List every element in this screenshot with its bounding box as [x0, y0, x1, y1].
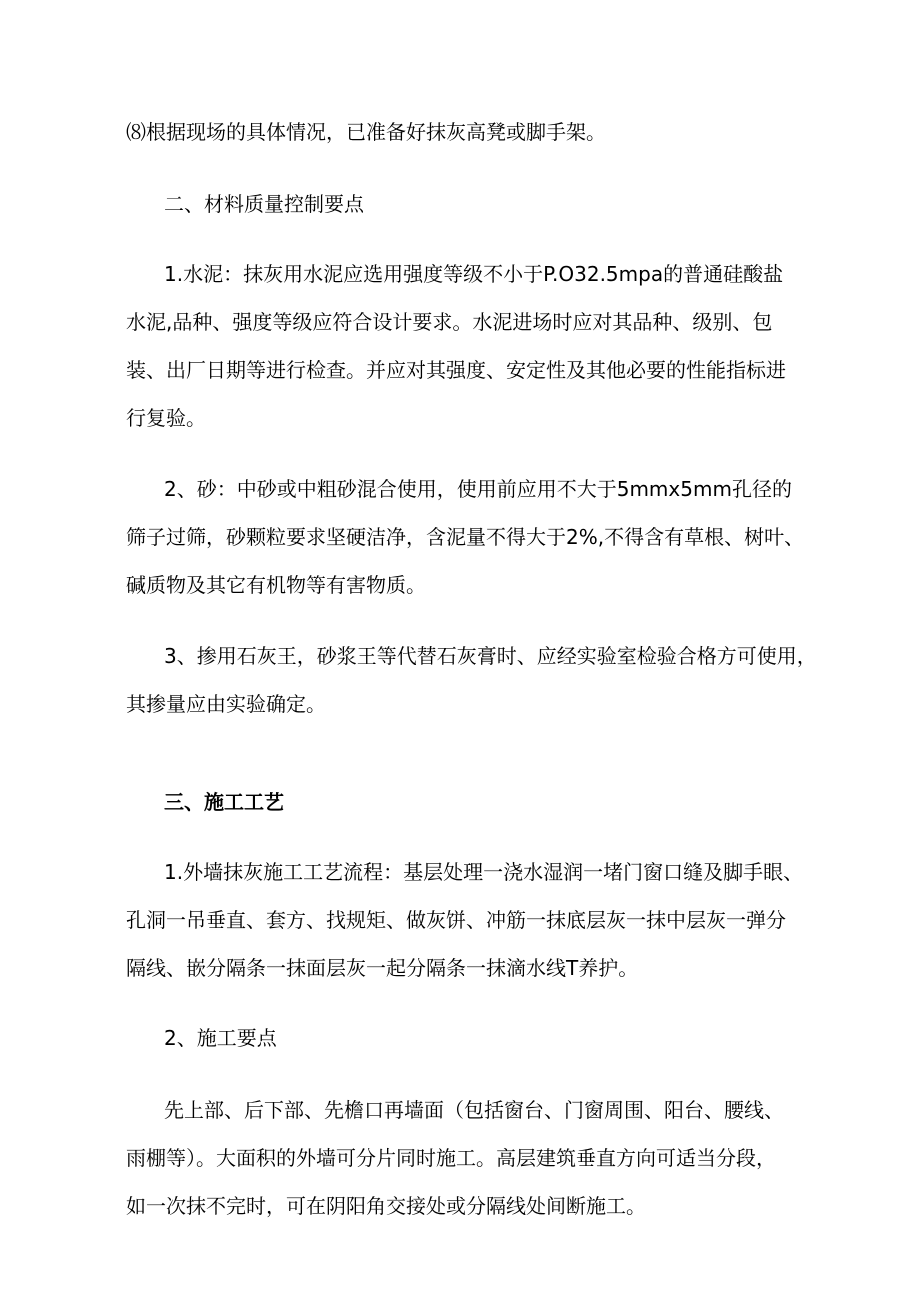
- text-line: 3、掺用石灰王，砂浆王等代替石灰膏时、应经实验室检验合格方可使用，: [164, 644, 817, 668]
- text-line: 如一次抹不完时，可在阴阳角交接处或分隔线处间断施工。: [126, 1194, 646, 1218]
- paragraph-sand: [126, 465, 805, 609]
- heading-text: 2、施工要点: [164, 1026, 277, 1050]
- heading-text: 三、施工工艺: [164, 790, 284, 814]
- text-line: 1.外墙抹灰施工工艺流程：基层处理一浇水湿润一堵门窗口缝及脚手眼、: [164, 860, 804, 884]
- subheading-construction-points: [126, 1014, 802, 1062]
- text-line: 孔洞一吊垂直、套方、找规矩、做灰饼、冲筋一抹底层灰一抹中层灰一弹分: [126, 908, 786, 932]
- heading-text: 二、材料质量控制要点: [164, 192, 364, 216]
- text-line: 筛子过筛，砂颗粒要求坚硬洁净，含泥量不得大于2%,不得含有草根、树叶、: [126, 525, 805, 549]
- paragraph-process-flow: [126, 848, 802, 992]
- text-line: 装、出厂日期等进行检查。并应对其强度、安定性及其他必要的性能指标进: [126, 358, 786, 382]
- text-line: 隔线、嵌分隔条一抹面层灰一起分隔条一抹滴水线T养护。: [126, 956, 639, 980]
- paragraph-construction-points: [126, 1086, 802, 1230]
- paragraph-cement: [126, 250, 802, 442]
- text-line: 雨棚等）。大面积的外墙可分片同时施工。高层建筑垂直方向可适当分段，: [126, 1146, 776, 1170]
- paragraph-lime: [126, 632, 817, 728]
- paragraph-scaffold-prep: [126, 108, 802, 156]
- text-line: 碱质物及其它有机物等有害物质。: [126, 573, 426, 597]
- text-line: 1.水泥：抹灰用水泥应选用强度等级不小于P.O32.5mpa的普通硅酸盐: [164, 262, 784, 286]
- text-line: ⑻根据现场的具体情况，已准备好抹灰高凳或脚手架。: [126, 120, 606, 144]
- text-line: 水泥,品种、强度等级应符合设计要求。水泥进场时应对其品种、级别、包: [126, 310, 773, 334]
- text-line: 其掺量应由实验确定。: [126, 692, 326, 716]
- text-line: 先上部、后下部、先檐口再墙面（包括窗台、门窗周围、阳台、腰线、: [164, 1098, 784, 1122]
- text-line: 2、砂：中砂或中粗砂混合使用，使用前应用不大于5mmx5mm孔径的: [164, 477, 792, 501]
- section-heading-construction-process: [126, 778, 802, 826]
- section-heading-material-quality: [126, 180, 802, 228]
- text-line: 行复验。: [126, 406, 206, 430]
